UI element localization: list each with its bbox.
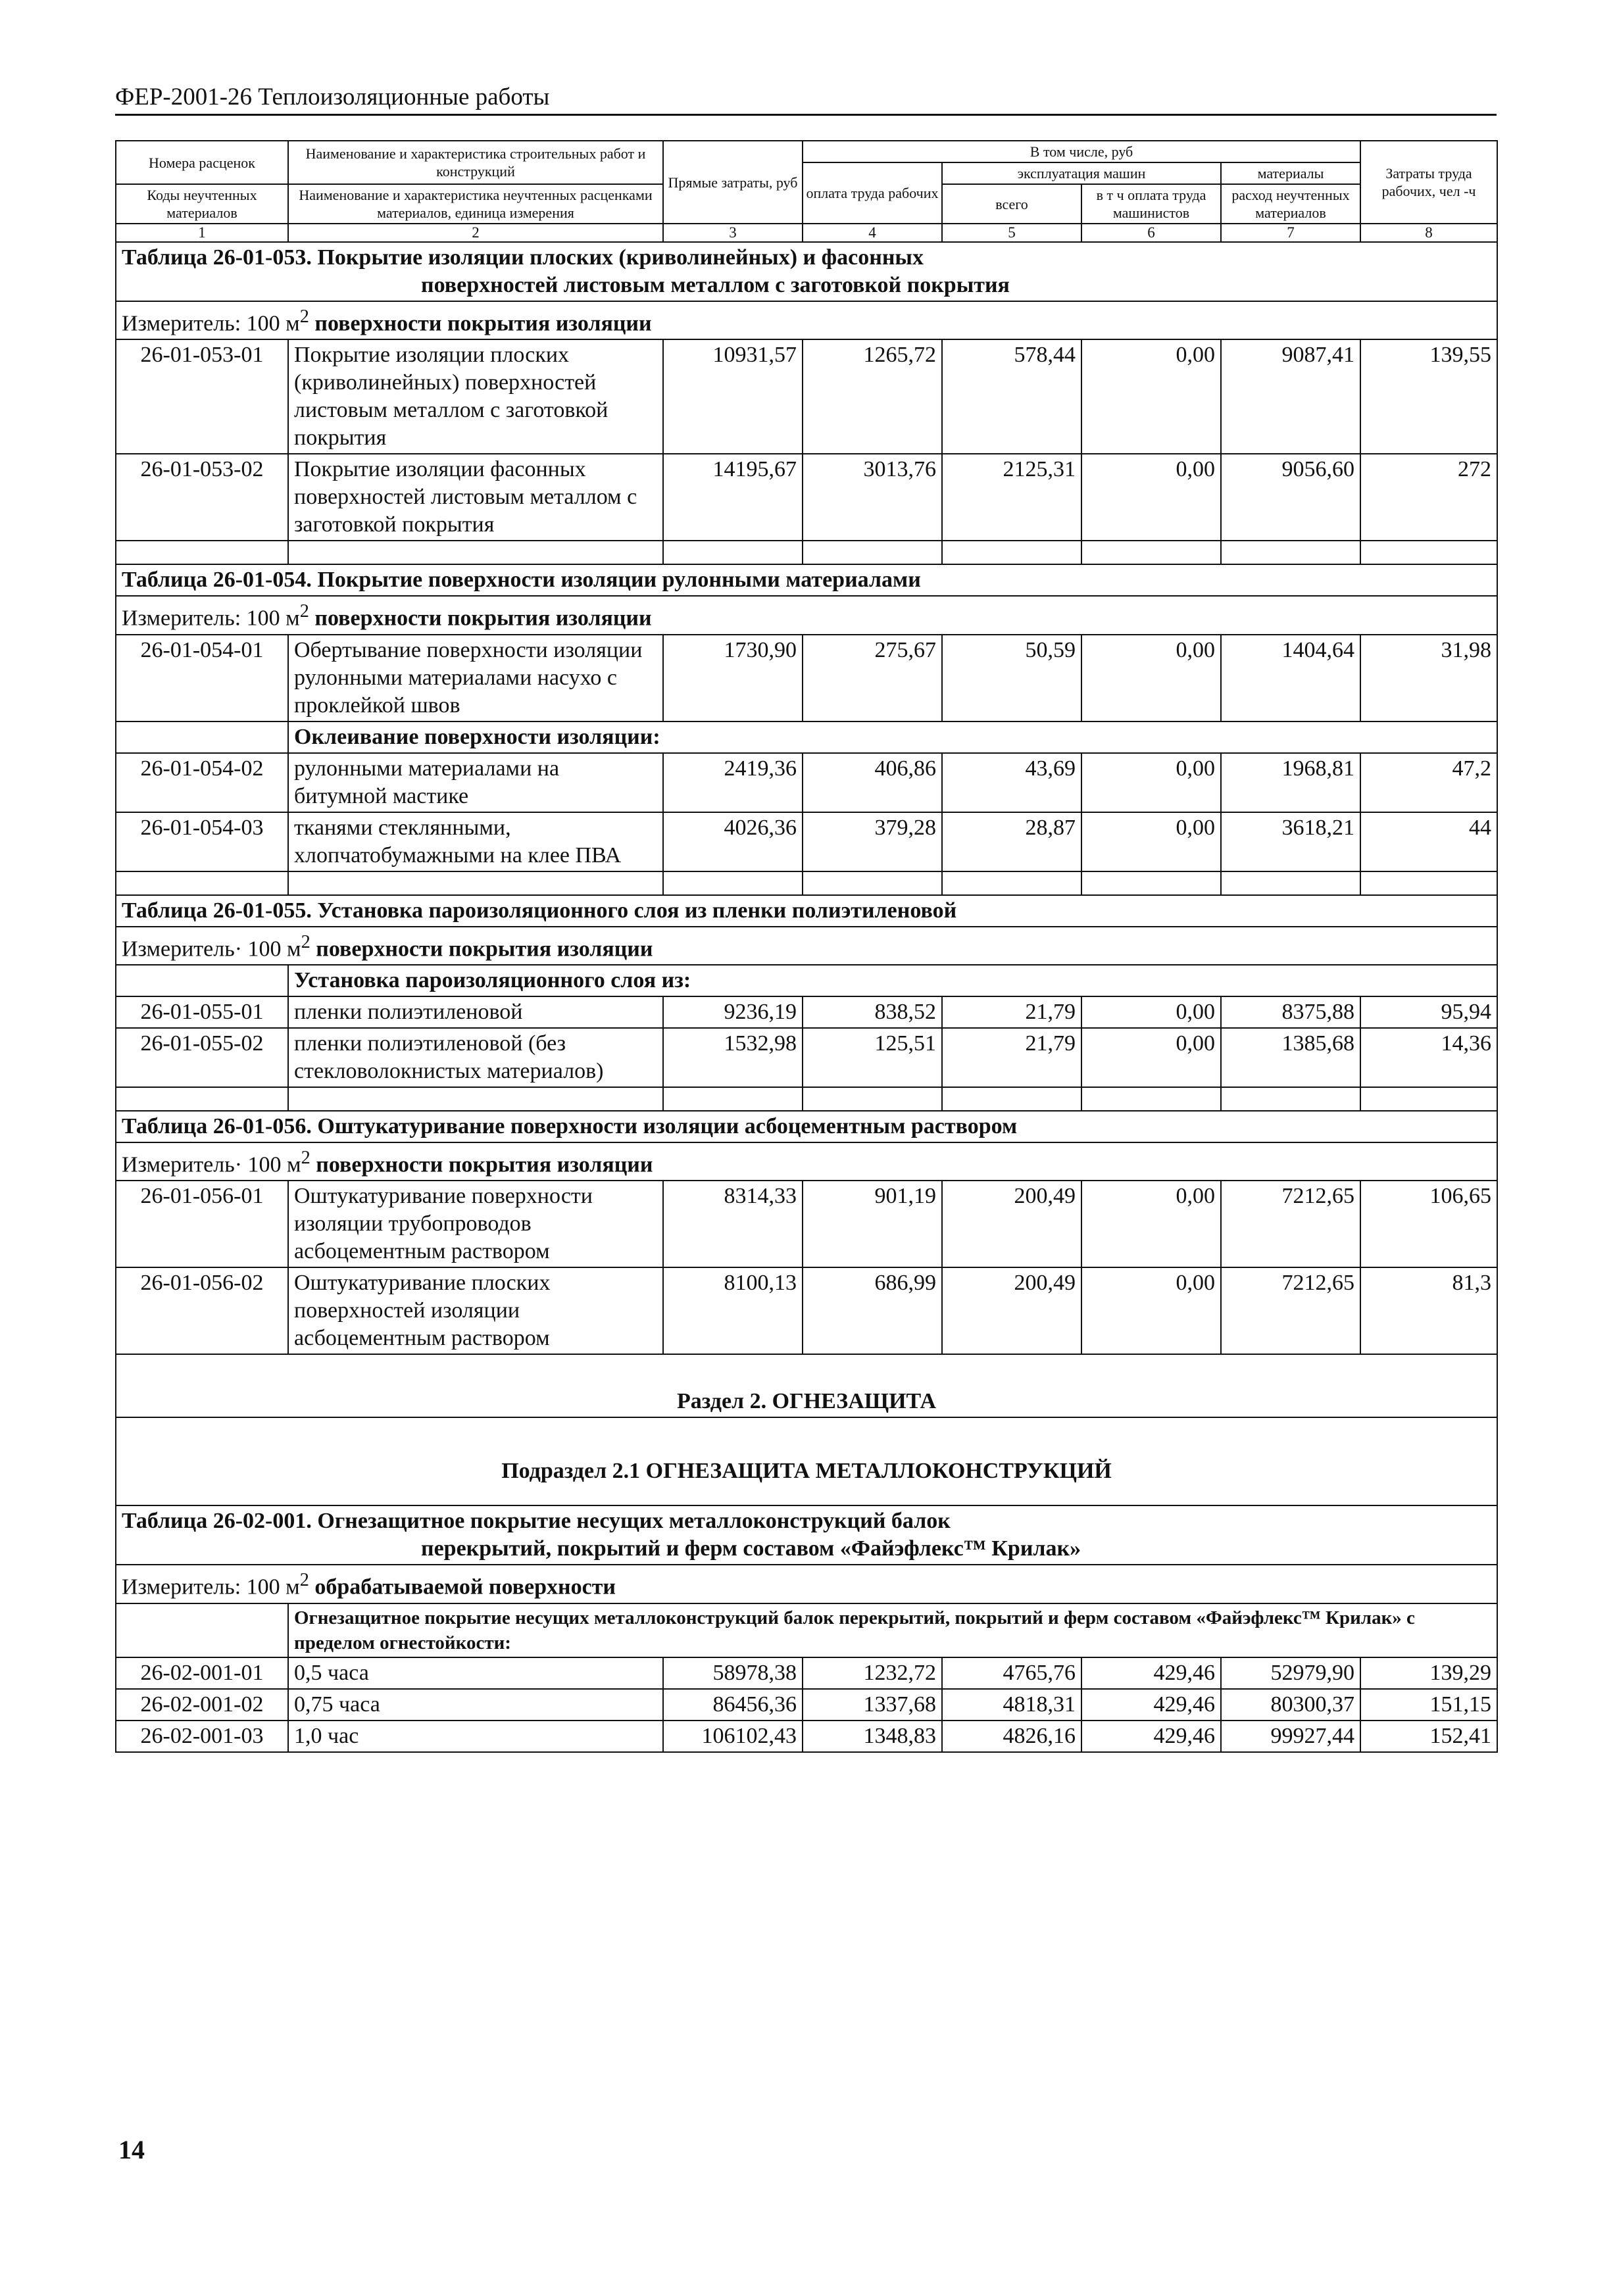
table-title-line: поверхностей листовым металлом с заготовкой покрытия: [421, 273, 1010, 297]
col-header-machinist-pay: в т ч оплата труда машинистов: [1081, 184, 1221, 224]
table-title-line: Таблица 26-02-001. Огнезащитное покрытие несущих металлоконструкций балок: [122, 1509, 951, 1534]
table-title: [116, 242, 1497, 301]
group-heading: Огнезащитное покрытие несущих металлоконструкций балок перекрытий, покрытий и ферм составом «Файэфлекс™ Крилак» с пределом огнестойкости:: [288, 1603, 1497, 1657]
machinist-pay: 0,00: [1081, 812, 1221, 871]
table-row: [116, 635, 1497, 721]
materials-cost: 99927,44: [1221, 1721, 1360, 1752]
col-header-including: В том числе, руб: [803, 141, 1360, 162]
machines-total: 4826,16: [942, 1721, 1081, 1752]
col-header-machines-total: всего: [942, 184, 1081, 224]
machinist-pay: 0,00: [1081, 996, 1221, 1028]
subsection-title: Подраздел 2.1 ОГНЕЗАЩИТА МЕТАЛЛОКОНСТРУКЦИЙ: [116, 1417, 1497, 1505]
table-row: [116, 1028, 1497, 1087]
work-name: 1,0 час: [288, 1721, 663, 1752]
col-header-materials: материалы: [1221, 162, 1360, 184]
machines-total: 50,59: [942, 635, 1081, 721]
col-number: 4: [803, 224, 942, 242]
col-header-direct-costs: Прямые затраты, руб: [663, 141, 803, 224]
machines-total: 200,49: [942, 1267, 1081, 1354]
col-header-material-consumption: расход неучтенных материалов: [1221, 184, 1360, 224]
work-name: пленки полиэтиленовой: [288, 996, 663, 1028]
worker-pay: 838,52: [803, 996, 942, 1028]
col-number: 1: [116, 224, 288, 242]
direct-costs: 106102,43: [663, 1721, 803, 1752]
direct-costs: 10931,57: [663, 339, 803, 454]
materials-cost: 1385,68: [1221, 1028, 1360, 1087]
machinist-pay: 0,00: [1081, 1181, 1221, 1267]
machinist-pay: 429,46: [1081, 1689, 1221, 1721]
machines-total: 21,79: [942, 1028, 1081, 1087]
table-title: Таблица 26-01-056. Оштукатуривание поверхности изоляции асбоцементным раствором: [116, 1111, 1497, 1142]
direct-costs: 1730,90: [663, 635, 803, 721]
rate-code: 26-02-001-02: [116, 1689, 288, 1721]
materials-cost: 7212,65: [1221, 1181, 1360, 1267]
measure-unit: Измеритель· 100 $м^2$ поверхности покрытия изоляции: [116, 1142, 1497, 1181]
direct-costs: 14195,67: [663, 454, 803, 541]
direct-costs: 8100,13: [663, 1267, 803, 1354]
labor-hours: 106,65: [1360, 1181, 1497, 1267]
direct-costs: 1532,98: [663, 1028, 803, 1087]
worker-pay: 1232,72: [803, 1657, 942, 1689]
machines-total: 43,69: [942, 753, 1081, 812]
direct-costs: 8314,33: [663, 1181, 803, 1267]
table-row: [116, 1181, 1497, 1267]
materials-cost: 7212,65: [1221, 1267, 1360, 1354]
col-number: 6: [1081, 224, 1221, 242]
rate-code: 26-02-001-03: [116, 1721, 288, 1752]
table-row: [116, 1689, 1497, 1721]
machines-total: 4818,31: [942, 1689, 1081, 1721]
machines-total: 28,87: [942, 812, 1081, 871]
labor-hours: 272: [1360, 454, 1497, 541]
group-heading: Установка пароизоляционного слоя из:: [288, 965, 1497, 996]
col-number: 3: [663, 224, 803, 242]
group-heading: Оклеивание поверхности изоляции:: [288, 721, 1497, 753]
page-header: ФЕР-2001-26 Теплоизоляционные работы: [115, 83, 1497, 116]
machinist-pay: 429,46: [1081, 1721, 1221, 1752]
rate-code: 26-02-001-01: [116, 1657, 288, 1689]
direct-costs: 9236,19: [663, 996, 803, 1028]
materials-cost: 9087,41: [1221, 339, 1360, 454]
materials-cost: 1404,64: [1221, 635, 1360, 721]
col-header-material-names: Наименование и характеристика неучтенных расценками материалов, единица измерения: [288, 184, 663, 224]
machines-total: 200,49: [942, 1181, 1081, 1267]
labor-hours: 47,2: [1360, 753, 1497, 812]
machinist-pay: 0,00: [1081, 635, 1221, 721]
rate-code: 26-01-054-01: [116, 635, 288, 721]
worker-pay: 379,28: [803, 812, 942, 871]
labor-hours: 152,41: [1360, 1721, 1497, 1752]
direct-costs: 58978,38: [663, 1657, 803, 1689]
table-title: Таблица 26-01-055. Установка пароизоляционного слоя из пленки полиэтиленовой: [116, 895, 1497, 927]
page-number: 14: [118, 2135, 145, 2164]
measure-unit: Измеритель· 100 $м^2$ поверхности покрытия изоляции: [116, 927, 1497, 965]
column-numbers-row: [116, 224, 1497, 242]
col-header-labor-costs: Затраты труда рабочих, чел -ч: [1360, 141, 1497, 224]
worker-pay: 1348,83: [803, 1721, 942, 1752]
machines-total: 21,79: [942, 996, 1081, 1028]
machinist-pay: 0,00: [1081, 753, 1221, 812]
table-title-line: Таблица 26-01-053. Покрытие изоляции плоских (криволинейных) и фасонных: [122, 245, 924, 270]
machines-total: 2125,31: [942, 454, 1081, 541]
worker-pay: 1265,72: [803, 339, 942, 454]
col-number: 7: [1221, 224, 1360, 242]
worker-pay: 406,86: [803, 753, 942, 812]
direct-costs: 2419,36: [663, 753, 803, 812]
col-header-rate-numbers: Номера расценок: [116, 141, 288, 184]
work-name: Покрытие изоляции фасонных поверхностей листовым металлом с заготовкой покрытия: [288, 454, 663, 541]
worker-pay: 275,67: [803, 635, 942, 721]
table-row: [116, 1721, 1497, 1752]
work-name: пленки полиэтиленовой (без стекловолокнистых материалов): [288, 1028, 663, 1087]
materials-cost: 8375,88: [1221, 996, 1360, 1028]
measure-unit: Измеритель: 100 $м^2$ поверхности покрытия изоляции: [116, 596, 1497, 634]
col-header-worker-pay: оплата труда рабочих: [803, 162, 942, 224]
rate-code: 26-01-055-02: [116, 1028, 288, 1087]
table-header-row: [116, 141, 1497, 162]
worker-pay: 3013,76: [803, 454, 942, 541]
worker-pay: 686,99: [803, 1267, 942, 1354]
worker-pay: 125,51: [803, 1028, 942, 1087]
machinist-pay: 0,00: [1081, 454, 1221, 541]
table-title: Таблица 26-01-054. Покрытие поверхности изоляции рулонными материалами: [116, 564, 1497, 596]
measure-unit: Измеритель: 100 $м^2$ поверхности покрытия изоляции: [116, 301, 1497, 339]
work-name: Оштукатуривание плоских поверхностей изоляции асбоцементным раствором: [288, 1267, 663, 1354]
table-row: [116, 339, 1497, 454]
materials-cost: 3618,21: [1221, 812, 1360, 871]
table-title: [116, 1505, 1497, 1565]
table-title-line: перекрытий, покрытий и ферм составом «Файэфлекс™ Крилак»: [421, 1536, 1081, 1561]
machinist-pay: 0,00: [1081, 339, 1221, 454]
materials-cost: 1968,81: [1221, 753, 1360, 812]
work-name: рулонными материалами на битумной мастике: [288, 753, 663, 812]
work-name: тканями стеклянными, хлопчатобумажными на клее ПВА: [288, 812, 663, 871]
machinist-pay: 0,00: [1081, 1267, 1221, 1354]
col-number: 5: [942, 224, 1081, 242]
machinist-pay: 0,00: [1081, 1028, 1221, 1087]
table-row: [116, 996, 1497, 1028]
labor-hours: 139,29: [1360, 1657, 1497, 1689]
labor-hours: 151,15: [1360, 1689, 1497, 1721]
table-row: [116, 454, 1497, 541]
measure-unit: Измеритель: 100 $м^2$ обрабатываемой поверхности: [116, 1565, 1497, 1603]
machines-total: 4765,76: [942, 1657, 1081, 1689]
rate-code: 26-01-055-01: [116, 996, 288, 1028]
labor-hours: 44: [1360, 812, 1497, 871]
work-name: 0,5 часа: [288, 1657, 663, 1689]
col-header-material-codes: Коды неучтенных материалов: [116, 184, 288, 224]
rate-code: 26-01-054-02: [116, 753, 288, 812]
materials-cost: 9056,60: [1221, 454, 1360, 541]
direct-costs: 4026,36: [663, 812, 803, 871]
worker-pay: 901,19: [803, 1181, 942, 1267]
direct-costs: 86456,36: [663, 1689, 803, 1721]
labor-hours: 14,36: [1360, 1028, 1497, 1087]
materials-cost: 80300,37: [1221, 1689, 1360, 1721]
work-name: Обертывание поверхности изоляции рулонными материалами насухо с проклейкой швов: [288, 635, 663, 721]
rate-code: 26-01-056-02: [116, 1267, 288, 1354]
rate-code: 26-01-053-01: [116, 339, 288, 454]
work-name: 0,75 часа: [288, 1689, 663, 1721]
labor-hours: 139,55: [1360, 339, 1497, 454]
rate-code: 26-01-053-02: [116, 454, 288, 541]
labor-hours: 95,94: [1360, 996, 1497, 1028]
table-row: [116, 812, 1497, 871]
labor-hours: 81,3: [1360, 1267, 1497, 1354]
rate-code: 26-01-054-03: [116, 812, 288, 871]
table-row: [116, 753, 1497, 812]
work-name: Оштукатуривание поверхности изоляции трубопроводов асбоцементным раствором: [288, 1181, 663, 1267]
col-number: 2: [288, 224, 663, 242]
rates-table: [115, 140, 1498, 1753]
machinist-pay: 429,46: [1081, 1657, 1221, 1689]
section-title: Раздел 2. ОГНЕЗАЩИТА: [116, 1354, 1497, 1417]
col-number: 8: [1360, 224, 1497, 242]
work-name: Покрытие изоляции плоских (криволинейных) поверхностей листовым металлом с заготовкой покрытия: [288, 339, 663, 454]
materials-cost: 52979,90: [1221, 1657, 1360, 1689]
machines-total: 578,44: [942, 339, 1081, 454]
labor-hours: 31,98: [1360, 635, 1497, 721]
col-header-machines: эксплуатация машин: [942, 162, 1221, 184]
worker-pay: 1337,68: [803, 1689, 942, 1721]
table-row: [116, 1657, 1497, 1689]
table-row: [116, 1267, 1497, 1354]
rate-code: 26-01-056-01: [116, 1181, 288, 1267]
col-header-work-name: Наименование и характеристика строительных работ и конструкций: [288, 141, 663, 184]
